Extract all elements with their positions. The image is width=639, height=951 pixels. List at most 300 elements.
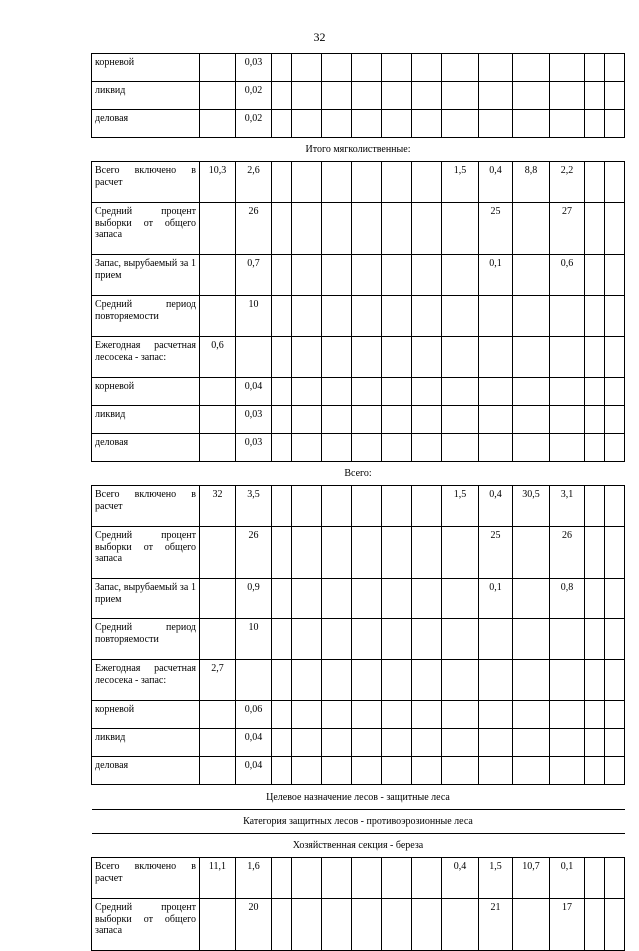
table-cell [322,162,352,203]
table-cell [513,203,550,255]
table-cell [605,660,625,701]
table-cell [382,729,412,757]
table-cell: 27 [550,203,585,255]
table-cell: 0,9 [236,579,272,619]
table-cell [272,729,292,757]
table-cell [200,406,236,434]
table-cell [412,701,442,729]
table-cell [585,757,605,785]
table-cell [352,110,382,138]
table-row [92,858,625,899]
table-cell [513,579,550,619]
table-cell [550,434,585,462]
row-label: Средний процент выборки от общего запаса [92,899,200,951]
table-cell: 10,3 [200,162,236,203]
table-cell [272,486,292,527]
section-heading: Итого мягколиственные: [92,138,625,162]
table-cell: 0,06 [236,701,272,729]
table-cell [352,486,382,527]
table-cell [412,162,442,203]
table-cell [272,701,292,729]
table-cell [412,82,442,110]
table-cell [412,296,442,337]
table-cell [442,337,479,378]
table-cell [382,757,412,785]
section-heading-row [92,785,625,810]
table-cell [513,899,550,951]
table-cell [382,660,412,701]
table-cell [200,579,236,619]
table-cell [352,162,382,203]
table-cell [550,701,585,729]
table-cell: 0,1 [550,858,585,899]
table-cell [322,378,352,406]
table-cell [352,203,382,255]
table-cell [292,434,322,462]
row-label: Средний процент выборки от общего запаса [92,527,200,579]
table-cell [585,899,605,951]
table-cell [585,619,605,660]
row-label: корневой [92,54,200,82]
table-cell [479,110,513,138]
table-cell [200,729,236,757]
row-label: ликвид [92,729,200,757]
table-cell [605,82,625,110]
table-cell [352,660,382,701]
table-cell [292,255,322,296]
table-cell [382,296,412,337]
table-cell [382,203,412,255]
table-cell [550,660,585,701]
table-cell [272,858,292,899]
table-cell [605,434,625,462]
table-cell: 1,6 [236,858,272,899]
table-cell [412,486,442,527]
table-cell [550,406,585,434]
table-cell [585,660,605,701]
table-cell: 0,1 [479,255,513,296]
table-cell [585,729,605,757]
row-label: ликвид [92,82,200,110]
table-cell [322,203,352,255]
table-cell [513,110,550,138]
table-cell [200,82,236,110]
table-cell [382,579,412,619]
table-cell: 26 [550,527,585,579]
table-cell [585,406,605,434]
table-cell: 0,6 [550,255,585,296]
table-cell: 0,4 [479,486,513,527]
table-cell [292,162,322,203]
table-cell: 0,1 [479,579,513,619]
table-cell [200,434,236,462]
table-cell [352,619,382,660]
table-cell [352,434,382,462]
table-row [92,406,625,434]
table-cell [292,54,322,82]
table-cell [585,203,605,255]
table-cell [585,486,605,527]
table-cell [272,82,292,110]
table-cell [442,255,479,296]
row-label: Всего включено в расчет [92,486,200,527]
table-cell [322,434,352,462]
table-cell: 20 [236,899,272,951]
table-cell: 0,04 [236,757,272,785]
table-cell [513,757,550,785]
table-cell [442,757,479,785]
table-cell [550,757,585,785]
table-cell: 0,02 [236,82,272,110]
table-cell [292,701,322,729]
table-cell [513,54,550,82]
table-cell: 10 [236,296,272,337]
row-label: Запас, вырубаемый за 1 прием [92,255,200,296]
table-cell [412,660,442,701]
table-cell [272,899,292,951]
table-cell: 0,8 [550,579,585,619]
table-row [92,757,625,785]
table-cell [442,899,479,951]
table-cell [550,296,585,337]
table-cell [513,82,550,110]
table-cell [272,378,292,406]
table-cell [479,337,513,378]
table-cell [585,378,605,406]
table-cell [352,54,382,82]
table-cell [352,701,382,729]
table-cell [352,527,382,579]
table-cell: 3,1 [550,486,585,527]
table-cell [352,406,382,434]
table-row [92,378,625,406]
table-cell [479,729,513,757]
table-cell [513,434,550,462]
table-row [92,486,625,527]
table-cell [382,406,412,434]
table-row [92,54,625,82]
table-cell [352,858,382,899]
table-cell: 2,6 [236,162,272,203]
table-cell [479,296,513,337]
table-cell [292,203,322,255]
forest-harvest-table [91,53,625,951]
table-cell [352,899,382,951]
table-cell: 11,1 [200,858,236,899]
table-cell [200,203,236,255]
row-label: Ежегодная расчетная лесосека - запас: [92,660,200,701]
table-cell [412,729,442,757]
table-cell [513,729,550,757]
table-cell: 17 [550,899,585,951]
table-cell [292,527,322,579]
table-cell [513,296,550,337]
row-label: Всего включено в расчет [92,162,200,203]
table-cell [200,296,236,337]
table-cell [605,729,625,757]
table-cell [550,54,585,82]
table-cell: 1,5 [442,486,479,527]
table-cell [352,757,382,785]
table-cell [322,337,352,378]
table-cell [352,82,382,110]
table-cell [442,729,479,757]
table-cell [200,757,236,785]
table-row [92,579,625,619]
table-cell [585,579,605,619]
row-label: корневой [92,378,200,406]
table-cell [412,527,442,579]
table-cell [412,619,442,660]
table-cell: 2,2 [550,162,585,203]
table-cell [322,619,352,660]
table-cell [442,660,479,701]
table-cell [513,406,550,434]
table-cell [322,579,352,619]
table-cell [605,701,625,729]
table-cell [442,110,479,138]
table-cell [412,406,442,434]
table-row [92,110,625,138]
table-row [92,255,625,296]
table-row [92,660,625,701]
table-cell [605,527,625,579]
table-cell [382,378,412,406]
table-cell [585,110,605,138]
table-cell [585,255,605,296]
table-cell [292,378,322,406]
table-cell [322,899,352,951]
table-cell [479,619,513,660]
table-cell [479,434,513,462]
table-cell [382,701,412,729]
table-cell [382,82,412,110]
table-cell: 25 [479,203,513,255]
table-row [92,296,625,337]
table-row [92,899,625,951]
table-row [92,729,625,757]
table-cell [550,110,585,138]
table-cell [272,54,292,82]
table-cell [605,757,625,785]
table-cell [292,858,322,899]
section-heading-row [92,834,625,858]
table-cell [272,757,292,785]
table-cell [605,203,625,255]
table-cell [605,858,625,899]
table-cell [200,378,236,406]
row-label: Всего включено в расчет [92,858,200,899]
table-cell [200,899,236,951]
table-cell [272,255,292,296]
table-cell: 10,7 [513,858,550,899]
table-cell [550,729,585,757]
table-cell [513,660,550,701]
table-cell [272,579,292,619]
table-cell [322,406,352,434]
table-cell [322,486,352,527]
table-cell [292,82,322,110]
row-label: ликвид [92,406,200,434]
table-cell [412,54,442,82]
table-cell [605,162,625,203]
table-cell [292,729,322,757]
table-cell [272,619,292,660]
table-cell [322,757,352,785]
section-heading-row [92,138,625,162]
table-cell: 32 [200,486,236,527]
table-cell [550,82,585,110]
table-cell [442,203,479,255]
table-cell: 0,04 [236,729,272,757]
table-cell [442,434,479,462]
table-cell [292,660,322,701]
table-cell [479,406,513,434]
table-cell [322,858,352,899]
table-cell [442,619,479,660]
table-cell [272,110,292,138]
table-cell [382,255,412,296]
table-cell [322,527,352,579]
table-cell [272,434,292,462]
table-cell [382,337,412,378]
table-cell: 0,4 [442,858,479,899]
table-cell [382,858,412,899]
table-cell [513,337,550,378]
table-cell: 0,04 [236,378,272,406]
table-cell: 0,4 [479,162,513,203]
table-cell [605,486,625,527]
row-label: Средний период повторяемости [92,619,200,660]
table-cell [352,579,382,619]
section-heading: Целевое назначение лесов - защитные леса [92,785,625,810]
table-cell [585,701,605,729]
table-cell [479,757,513,785]
table-cell [382,899,412,951]
table-cell [442,701,479,729]
table-cell [382,110,412,138]
row-label: корневой [92,701,200,729]
table-cell [322,54,352,82]
table-cell [200,527,236,579]
table-cell: 25 [479,527,513,579]
table-row [92,527,625,579]
table-cell [200,255,236,296]
section-heading: Всего: [92,462,625,486]
table-cell: 1,5 [442,162,479,203]
table-cell: 2,7 [200,660,236,701]
row-label: Ежегодная расчетная лесосека - запас: [92,337,200,378]
table-cell: 0,03 [236,406,272,434]
table-row [92,203,625,255]
table-cell [550,337,585,378]
table-cell [605,619,625,660]
table-cell [200,54,236,82]
table-cell [605,337,625,378]
table-cell [412,579,442,619]
table-row [92,619,625,660]
table-cell [513,701,550,729]
table-cell [585,82,605,110]
table-cell [322,701,352,729]
table-cell [382,434,412,462]
table-cell [605,406,625,434]
table-cell [605,54,625,82]
table-cell: 30,5 [513,486,550,527]
table-cell: 10 [236,619,272,660]
table-cell [292,296,322,337]
table-cell: 0,6 [200,337,236,378]
table-cell [442,296,479,337]
table-cell [292,899,322,951]
table-cell: 26 [236,203,272,255]
table-cell [382,619,412,660]
table-cell [585,296,605,337]
table-cell [442,54,479,82]
table-cell: 0,02 [236,110,272,138]
table-cell [412,203,442,255]
section-heading: Категория защитных лесов - противоэрозионные леса [92,810,625,834]
table-cell [412,255,442,296]
table-cell [605,110,625,138]
table-cell [292,579,322,619]
page-number: 32 [313,30,326,44]
table-cell: 1,5 [479,858,513,899]
table-cell [605,378,625,406]
table-cell [585,337,605,378]
table-cell [292,406,322,434]
table-cell [352,255,382,296]
table-cell [352,337,382,378]
table-cell [292,486,322,527]
table-cell [550,378,585,406]
table-cell [382,527,412,579]
table-cell [513,619,550,660]
table-cell [585,434,605,462]
table-cell [352,296,382,337]
table-cell [272,337,292,378]
table-cell: 0,7 [236,255,272,296]
table-cell [513,255,550,296]
table-cell [550,619,585,660]
row-label: Средний процент выборки от общего запаса [92,203,200,255]
table-cell [352,378,382,406]
table-cell [272,162,292,203]
table-cell: 8,8 [513,162,550,203]
table-cell [412,337,442,378]
row-label: деловая [92,757,200,785]
table-cell [272,406,292,434]
table-cell [479,701,513,729]
table-cell [479,378,513,406]
table-cell [513,527,550,579]
row-label: Запас, вырубаемый за 1 прием [92,579,200,619]
table-cell [442,527,479,579]
table-cell [272,296,292,337]
table-cell [412,858,442,899]
section-heading-row [92,462,625,486]
table-cell [412,899,442,951]
table-cell [479,54,513,82]
table-row [92,337,625,378]
table-cell [322,82,352,110]
table-cell: 21 [479,899,513,951]
table-cell [352,729,382,757]
table-row [92,82,625,110]
table-row [92,701,625,729]
table-cell: 0,03 [236,54,272,82]
table-row [92,434,625,462]
